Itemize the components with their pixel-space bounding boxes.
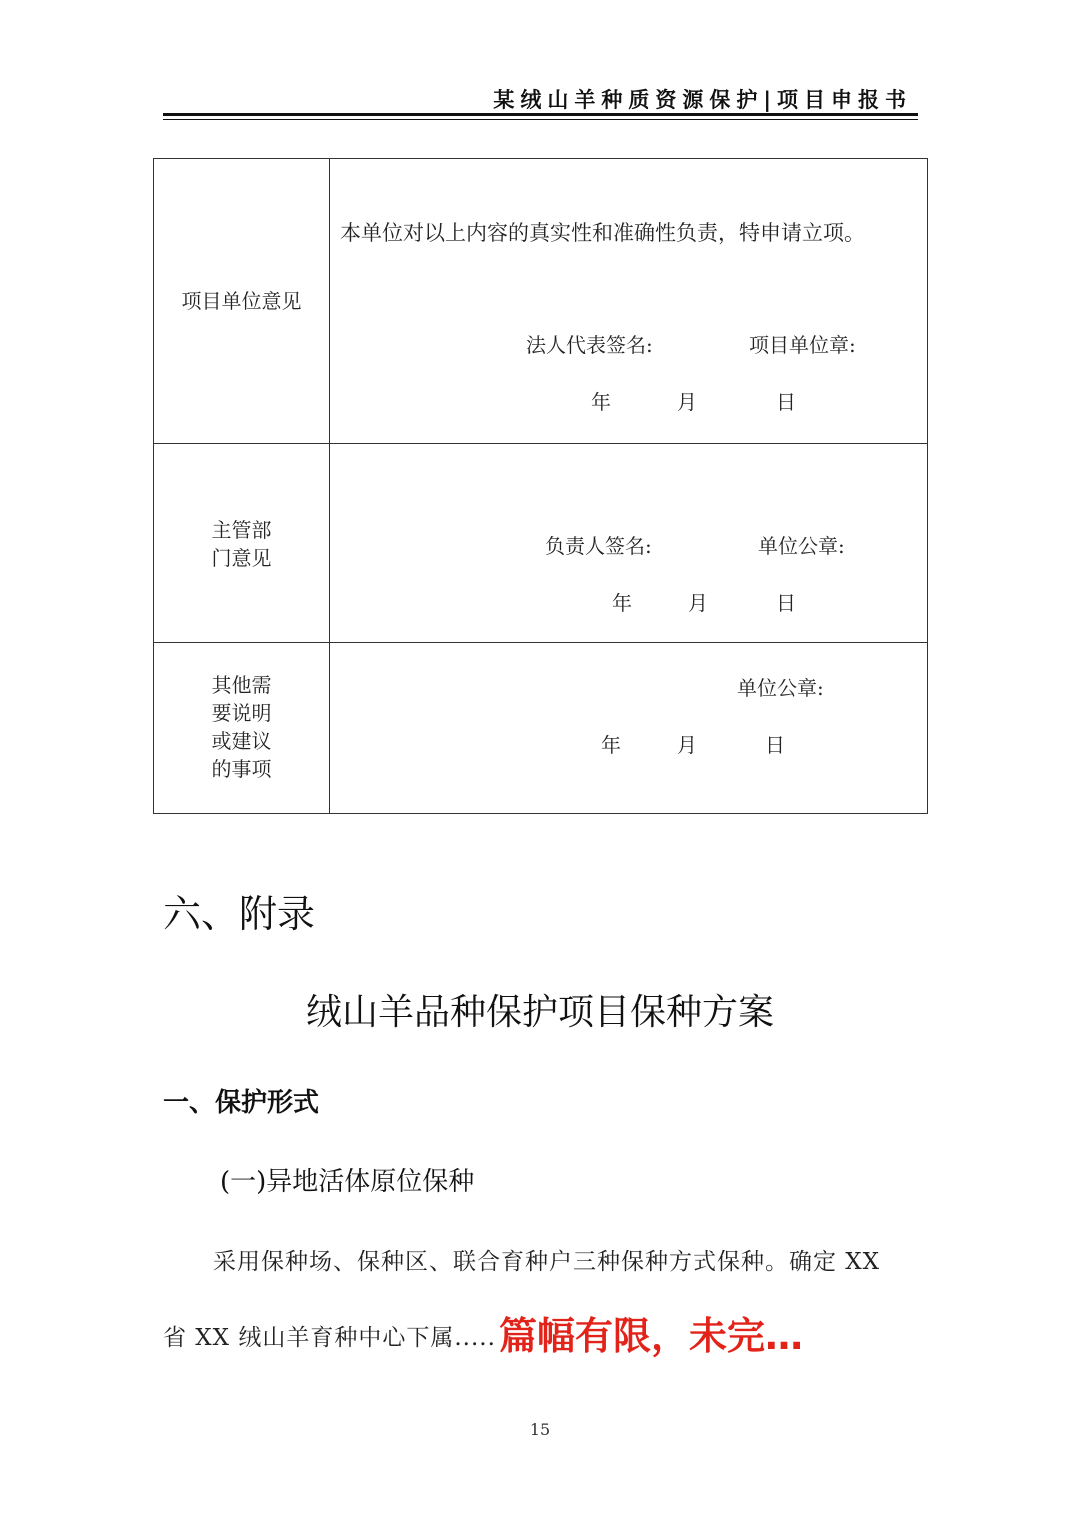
unit-seal-label: 单位公章: [737,676,824,700]
table-row-other-matters [154,643,928,814]
date-month: 月 [677,733,697,757]
date-day: 日 [776,390,796,414]
document-title: 绒山羊品种保护项目保种方案 [305,992,774,1033]
date-year: 年 [612,591,632,615]
label-cell [154,444,330,643]
label-line: 或建议 [211,729,272,753]
date-year: 年 [591,390,611,414]
date-day: 日 [765,733,785,757]
truncation-note: 篇幅有限，未完… [499,1314,804,1358]
unit-seal-label: 项目单位章: [749,333,856,357]
label-line: 其他需 [211,673,272,697]
date-month: 月 [688,591,708,615]
label-line: 的事项 [211,757,272,781]
label-line: 要说明 [211,701,272,725]
content-cell [330,159,928,444]
label-unit-opinion: 项目单位意见 [181,289,302,313]
subsubsection-heading: (一)异地活体原位保种 [220,1167,475,1197]
header-title: 某绒山羊种质资源保护|项目申报书 [493,88,912,112]
unit-seal-label: 单位公章: [758,534,845,558]
body-line-1: 采用保种场、保种区、联合育种户三种保种方式保种。确定 XX [213,1249,881,1275]
date-year: 年 [601,733,621,757]
header-rule-thin [163,119,918,120]
responsible-sign-label: 负责人签名: [545,534,652,558]
content-cell [330,444,928,643]
page-number: 15 [529,1420,551,1439]
date-day: 日 [776,591,796,615]
date-month: 月 [677,390,697,414]
label-line: 主管部 [211,518,272,542]
table-row-department-opinion [154,444,928,643]
statement-text: 本单位对以上内容的真实性和准确性负责，特申请立项。 [340,221,865,245]
approval-table [153,158,928,814]
content-cell [330,643,928,814]
table-row-unit-opinion [154,159,928,444]
subsection-heading: 一、保护形式 [163,1088,320,1118]
legal-rep-sign-label: 法人代表签名: [526,333,653,357]
header-rule-thick [163,113,918,116]
label-line: 门意见 [211,546,272,570]
label-cell [154,643,330,814]
body-line-2: 省 XX 绒山羊育种中心下属..... [163,1325,496,1351]
section-heading: 六、附录 [163,892,316,936]
label-cell [154,159,330,444]
